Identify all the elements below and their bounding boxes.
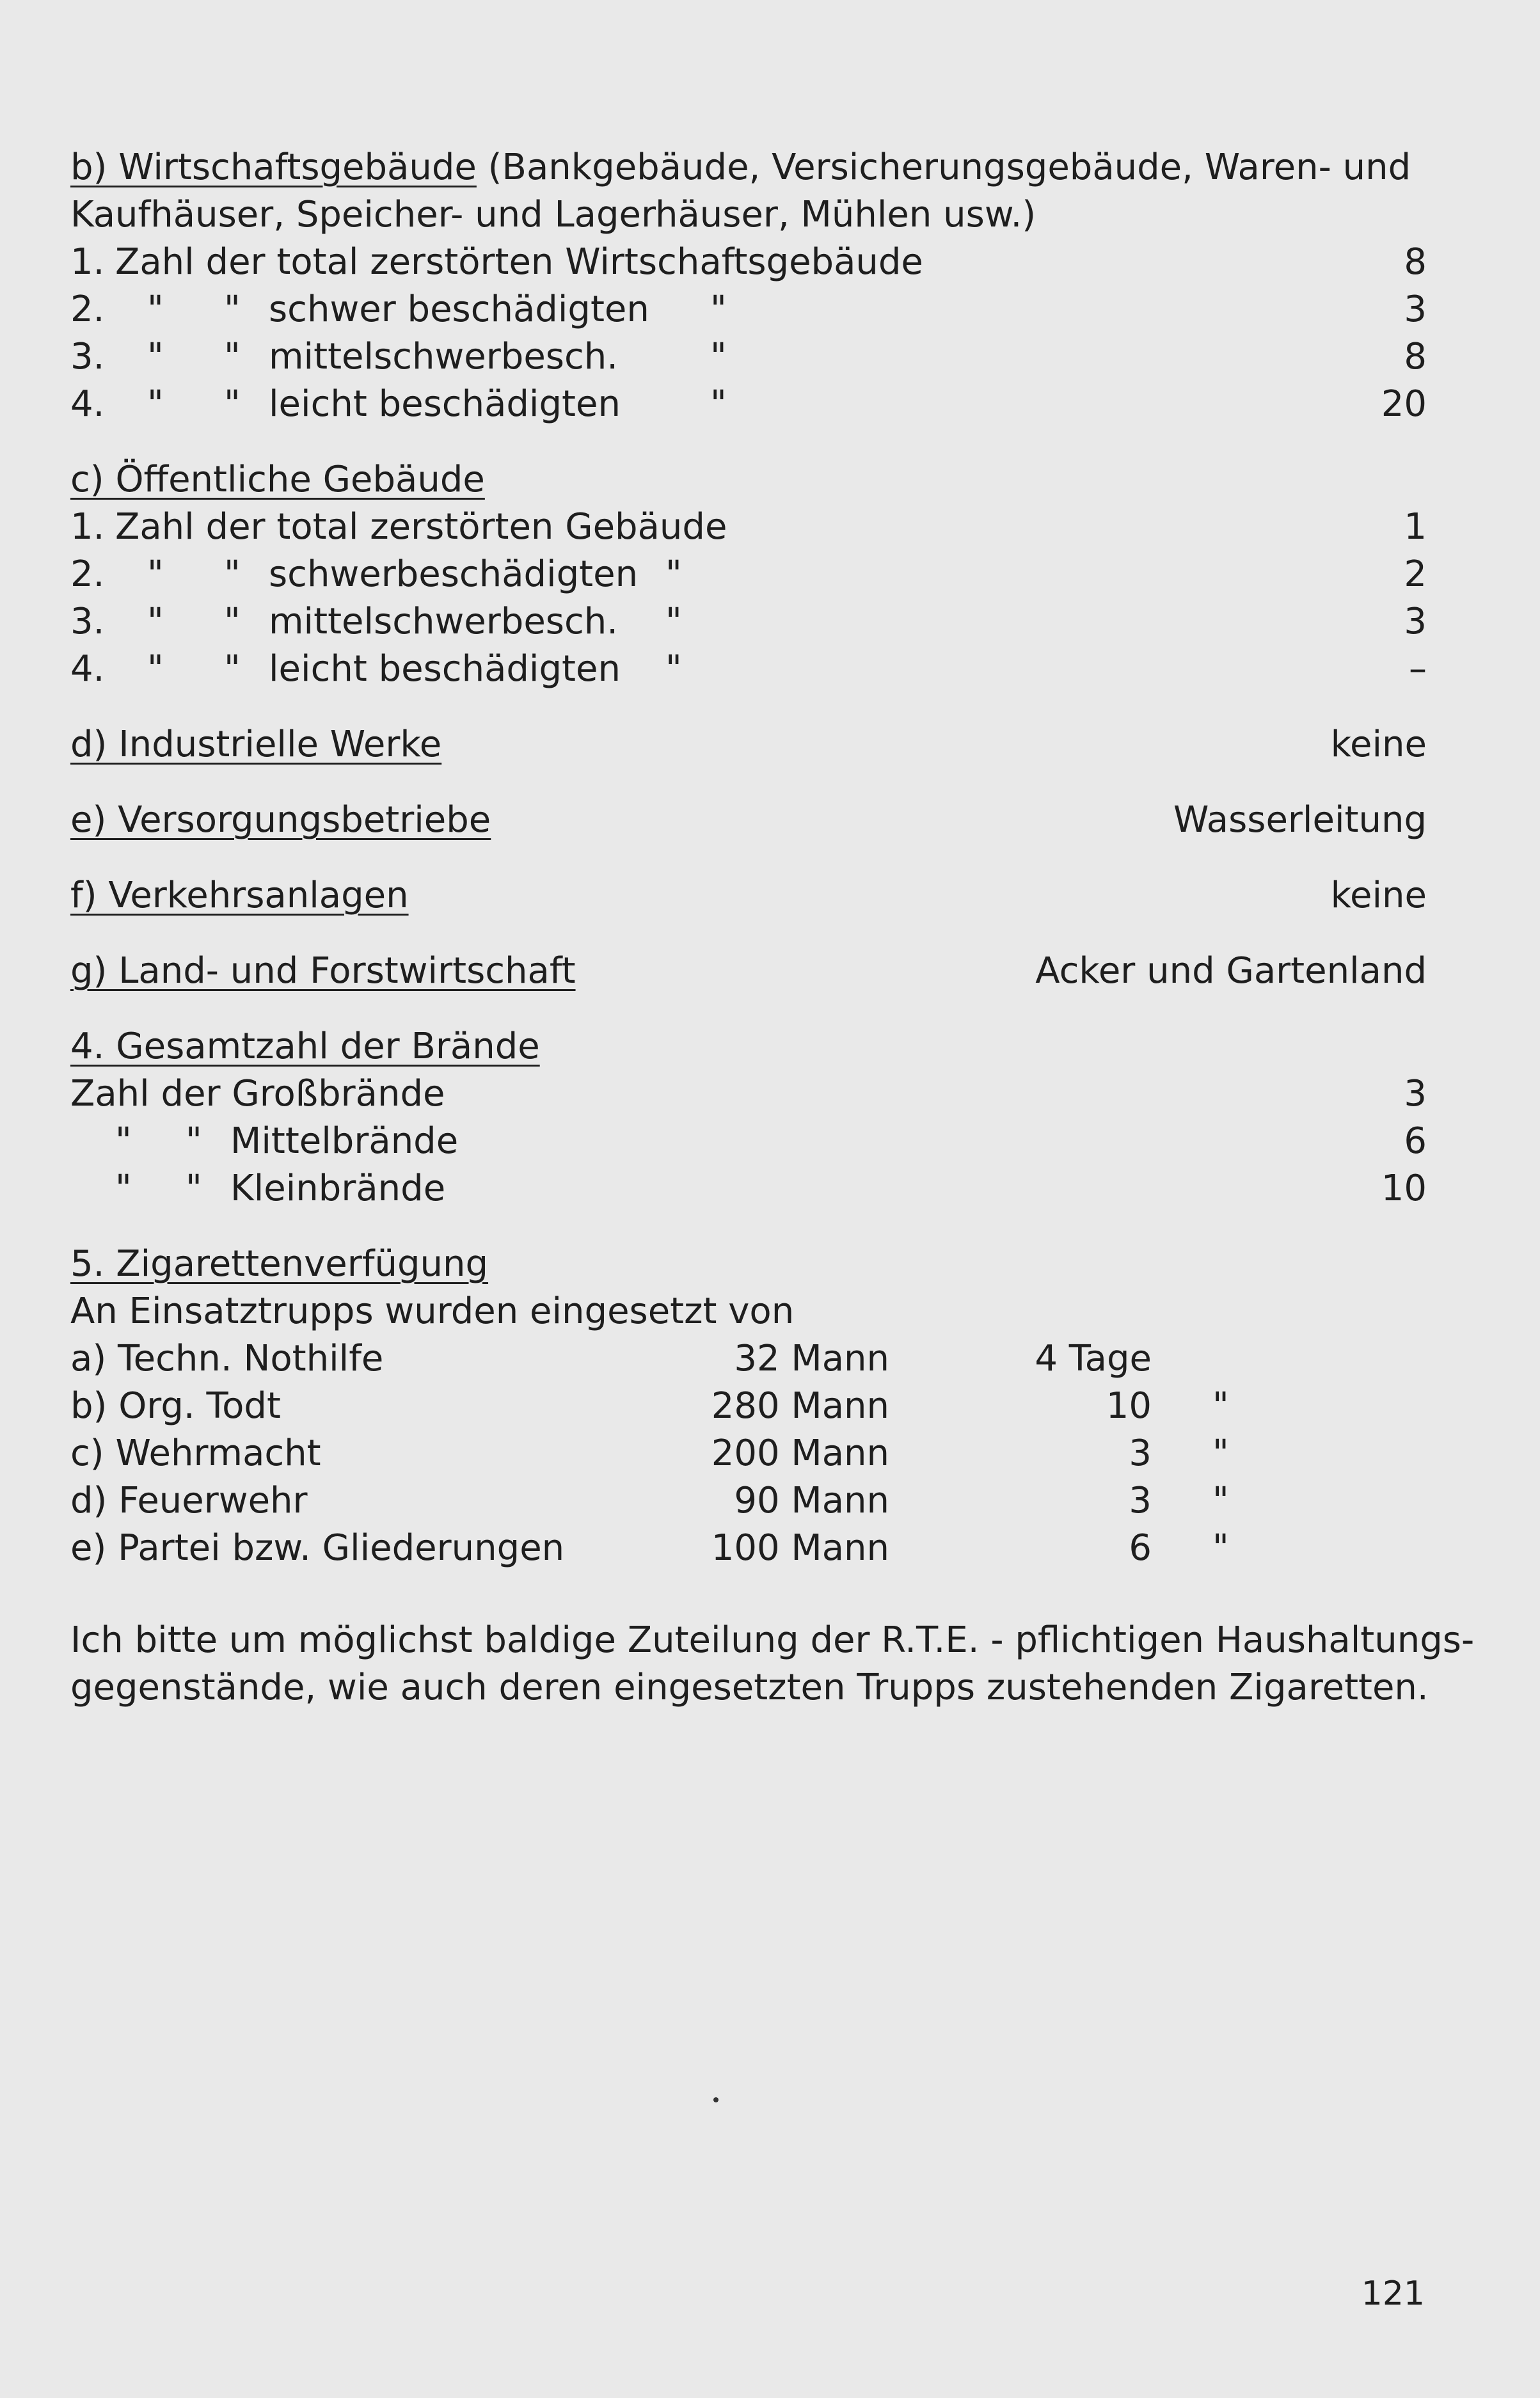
row-text: mittelschwerbesch. — [269, 601, 619, 642]
section-b-row — [70, 286, 1427, 333]
row-value: 20 — [1381, 383, 1427, 425]
row-text: Zahl der Großbrände — [70, 1073, 445, 1115]
section-d-line — [70, 721, 1427, 768]
row-label: e) Partei bzw. Gliederungen — [70, 1527, 565, 1569]
ditto-mark: " — [147, 601, 164, 642]
ditto-mark: " — [224, 601, 241, 642]
ditto-mark: " — [710, 383, 727, 425]
brande-row — [70, 1165, 1427, 1212]
row-number: 3. — [70, 601, 105, 642]
ditto-mark: " — [147, 553, 164, 595]
ditto-mark: " — [115, 1168, 132, 1209]
brande-heading: 4. Gesamtzahl der Brände — [70, 1026, 540, 1067]
row-value: 10 — [1381, 1168, 1427, 1209]
ditto-mark: " — [665, 553, 682, 595]
zigaretten-row — [70, 1525, 1427, 1572]
row-label: c) Wehrmacht — [70, 1433, 321, 1474]
ditto-mark: " — [147, 289, 164, 330]
row-label: d) Feuerwehr — [70, 1480, 308, 1521]
ditto-mark: " — [710, 336, 727, 377]
closing-line-1: Ich bitte um möglichst baldige Zuteilung der R.T.E. - pflichtigen Haushaltungs- — [70, 1619, 1475, 1661]
row-text: leicht beschädigten — [269, 383, 621, 425]
brande-row — [70, 1118, 1427, 1165]
row-value: 2 — [1404, 553, 1427, 595]
row-text: schwerbeschädigten — [269, 553, 639, 595]
ditto-mark: " — [1212, 1385, 1229, 1427]
zigaretten-intro: An Einsatztrupps wurden eingesetzt von — [70, 1290, 795, 1332]
ditto-mark: " — [665, 648, 682, 690]
section-f-heading: f) Verkehrsanlagen — [70, 875, 409, 916]
section-b-row — [70, 381, 1427, 428]
row-mann: 32 Mann — [734, 1338, 889, 1379]
zigaretten-row — [70, 1477, 1427, 1525]
ditto-mark: " — [665, 601, 682, 642]
ditto-mark: " — [186, 1168, 202, 1209]
row-days: 3 — [1129, 1480, 1152, 1521]
document-body — [70, 144, 1475, 1711]
section-b-heading: b) Wirtschaftsgebäude — [70, 147, 477, 188]
ditto-mark: " — [224, 336, 241, 377]
ditto-mark: " — [115, 1120, 132, 1162]
section-g-heading: g) Land- und Forstwirtschaft — [70, 950, 576, 992]
section-c-row — [70, 504, 1427, 551]
brande-row — [70, 1070, 1427, 1118]
row-number: 4. — [70, 383, 105, 425]
ditto-mark: " — [710, 289, 727, 330]
row-value: 3 — [1404, 1073, 1427, 1115]
ditto-mark: " — [1212, 1527, 1229, 1569]
section-f-line — [70, 872, 1427, 919]
ditto-mark: " — [224, 289, 241, 330]
ditto-mark: " — [1212, 1433, 1229, 1474]
row-text: schwer beschädigten — [269, 289, 649, 330]
section-e-value: Wasserleitung — [1173, 799, 1427, 841]
section-e-line — [70, 797, 1427, 844]
row-number: 3. — [70, 336, 105, 377]
row-days: 3 — [1129, 1433, 1152, 1474]
row-value: 8 — [1404, 336, 1427, 377]
row-label: b) Org. Todt — [70, 1385, 281, 1427]
section-e-heading: e) Versorgungsbetriebe — [70, 799, 491, 841]
row-text: leicht beschädigten — [269, 648, 621, 690]
row-label: a) Techn. Nothilfe — [70, 1338, 384, 1379]
zigaretten-row — [70, 1335, 1427, 1383]
ditto-mark: " — [186, 1120, 202, 1162]
zigaretten-heading-line — [70, 1241, 1427, 1288]
row-days: 10 — [1106, 1385, 1152, 1427]
zigaretten-row — [70, 1383, 1427, 1430]
ditto-mark: " — [224, 648, 241, 690]
ditto-mark: " — [224, 553, 241, 595]
closing-line-2: gegenstände, wie auch deren eingesetzten Trupps zustehenden Zigaretten. — [70, 1667, 1429, 1708]
section-f-value: keine — [1330, 875, 1427, 916]
row-value: 3 — [1404, 289, 1427, 330]
section-c-row — [70, 598, 1427, 646]
row-value: 8 — [1404, 241, 1427, 283]
section-b-row — [70, 239, 1427, 286]
row-value: 3 — [1404, 601, 1427, 642]
row-text: Zahl der total zerstörten Gebäude — [115, 506, 727, 548]
ink-dot — [713, 2097, 718, 2102]
section-g-line — [70, 948, 1427, 995]
ditto-mark: " — [147, 336, 164, 377]
row-value: – — [1409, 648, 1427, 690]
row-text: Kleinbrände — [230, 1168, 446, 1209]
section-b-row — [70, 333, 1427, 381]
ditto-mark: " — [147, 383, 164, 425]
row-number: 1. — [70, 506, 105, 548]
ditto-mark: " — [1212, 1480, 1229, 1521]
section-b-heading-rest: (Bankgebäude, Versicherungsgebäude, Waren- und — [476, 147, 1411, 188]
row-mann: 280 Mann — [711, 1385, 889, 1427]
zigaretten-row — [70, 1430, 1427, 1477]
section-g-value: Acker und Gartenland — [1035, 950, 1427, 992]
ditto-mark: " — [147, 648, 164, 690]
row-value: 1 — [1404, 506, 1427, 548]
row-value: 6 — [1404, 1120, 1427, 1162]
section-c-row — [70, 646, 1427, 693]
zigaretten-heading: 5. Zigarettenverfügung — [70, 1243, 489, 1285]
row-number: 2. — [70, 289, 105, 330]
row-number: 1. — [70, 241, 105, 283]
row-text: mittelschwerbesch. — [269, 336, 619, 377]
section-d-value: keine — [1330, 724, 1427, 765]
section-b-heading-line — [70, 144, 1427, 191]
row-mann: 90 Mann — [734, 1480, 889, 1521]
section-d-heading: d) Industrielle Werke — [70, 724, 442, 765]
brande-heading-line — [70, 1023, 1427, 1070]
section-c-row — [70, 551, 1427, 598]
row-days: 4 Tage — [1035, 1338, 1152, 1379]
row-mann: 200 Mann — [711, 1433, 889, 1474]
row-text: Zahl der total zerstörten Wirtschaftsgebäude — [115, 241, 923, 283]
section-c-heading-line — [70, 456, 1427, 504]
section-b-heading-line2: Kaufhäuser, Speicher- und Lagerhäuser, Mühlen usw.) — [70, 194, 1036, 235]
row-text: Mittelbrände — [230, 1120, 459, 1162]
row-mann: 100 Mann — [711, 1527, 889, 1569]
row-days: 6 — [1129, 1527, 1152, 1569]
section-c-heading: c) Öffentliche Gebäude — [70, 459, 485, 500]
ditto-mark: " — [224, 383, 241, 425]
row-number: 2. — [70, 553, 105, 595]
page-number: 121 — [1361, 2275, 1425, 2313]
row-number: 4. — [70, 648, 105, 690]
